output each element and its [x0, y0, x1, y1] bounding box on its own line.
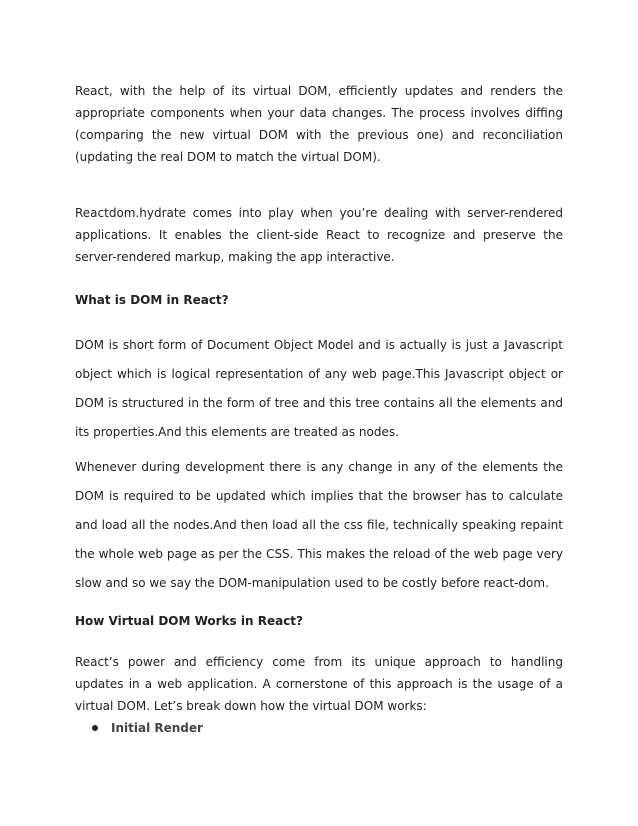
bullet-dot-icon: [92, 725, 98, 731]
list-item-label: Initial Render: [111, 721, 203, 735]
paragraph-dom-definition: DOM is short form of Document Object Model and is actually is just a Javascript object which is logical representation of any web page.This Javascript object or DOM is structured in the form of tree and this tree contains all the elements and its properties.And this elements are treated as nodes.: [75, 338, 563, 439]
paragraph-virtual-dom-updates: React, with the help of its virtual DOM, efficiently updates and renders the appropriate components when your data changes. The process involves diffing (comparing the new virtual DOM with the previous one) and reconciliation (updating the real DOM to match the virtual DOM).: [75, 84, 563, 164]
document-page: [75, 80, 563, 739]
paragraph-reactdom-hydrate: Reactdom.hydrate comes into play when you’re dealing with server-rendered applications. It enables the client-side React to recognize and preserve the server-rendered markup, making the app interactive.: [75, 206, 563, 264]
paragraph-dom-manipulation-cost: Whenever during development there is any change in any of the elements the DOM is required to be updated which implies that the browser has to calculate and load all the nodes.And then load all the css file, technically speaking repaint the whole web page as per the CSS. This makes the reload of the web page very slow and so we say the DOM-manipulation used to be costly before react-dom.: [75, 460, 563, 590]
heading-what-is-dom: What is DOM in React?: [75, 293, 229, 307]
bullet-list: [75, 717, 563, 739]
heading-how-virtual-dom-works: How Virtual DOM Works in React?: [75, 614, 303, 628]
paragraph-react-power: React’s power and efficiency come from its unique approach to handling updates in a web application. A cornerstone of this approach is the usage of a virtual DOM. Let’s break down how the virtual DOM works:: [75, 655, 563, 713]
list-item: [87, 717, 563, 739]
